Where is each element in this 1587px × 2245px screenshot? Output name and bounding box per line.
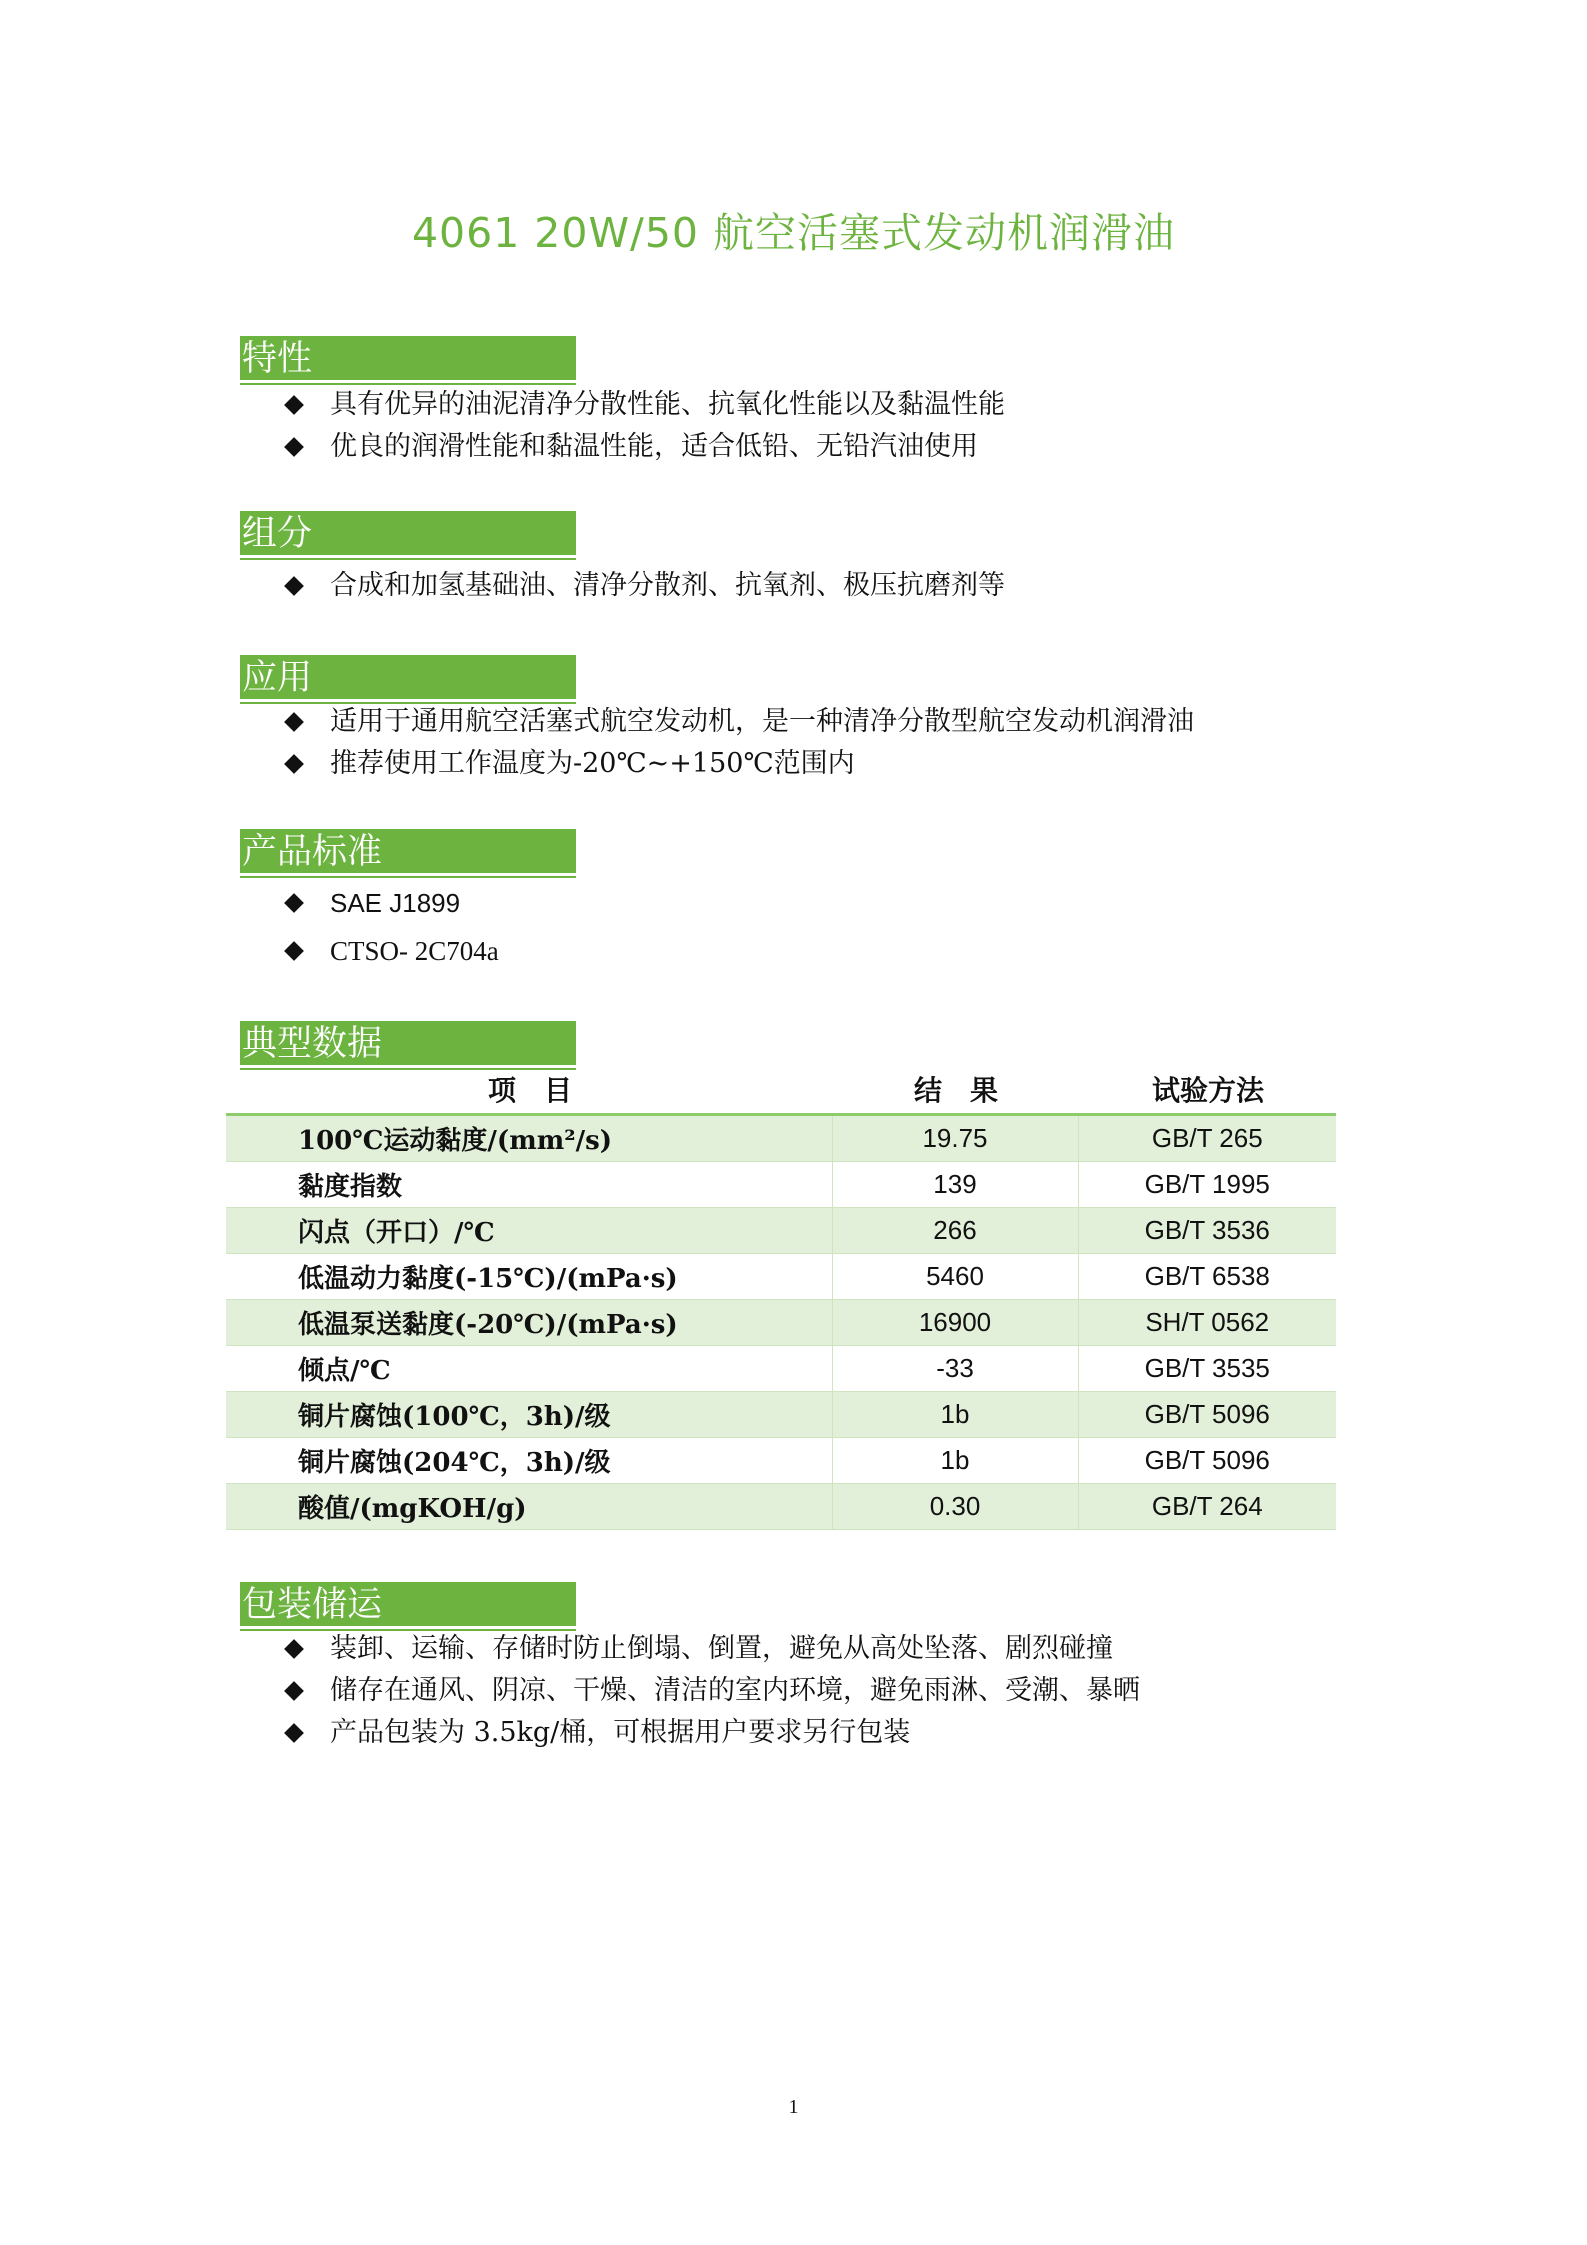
cell-item: 黏度指数 <box>226 1162 832 1208</box>
list-item: 适用于通用航空活塞式航空发动机，是一种清净分散型航空发动机润滑油 <box>284 701 1194 743</box>
cell-item: 铜片腐蚀(204℃，3h)/级 <box>226 1438 832 1484</box>
diamond-bullet-icon <box>284 754 304 774</box>
cell-value: 1b <box>832 1438 1078 1484</box>
section-heading-packaging <box>240 1582 576 1631</box>
list-item: 产品包装为 3.5kg/桶，可根据用户要求另行包装 <box>284 1712 1140 1754</box>
list-item: 推荐使用工作温度为-20℃~+150℃范围内 <box>284 743 1194 785</box>
diamond-bullet-icon <box>284 941 304 961</box>
table-row <box>226 1208 1336 1254</box>
table-row <box>226 1116 1336 1162</box>
features-list <box>284 384 1005 468</box>
cell-method: GB/T 1995 <box>1078 1162 1336 1208</box>
cell-method: GB/T 5096 <box>1078 1438 1336 1484</box>
cell-value: 16900 <box>832 1300 1078 1346</box>
cell-value: -33 <box>832 1346 1078 1392</box>
cell-value: 19.75 <box>832 1116 1078 1162</box>
diamond-bullet-icon <box>284 712 304 732</box>
table-row <box>226 1162 1336 1208</box>
cell-item: 倾点/℃ <box>226 1346 832 1392</box>
diamond-bullet-icon <box>284 395 304 415</box>
column-header-method: 试验方法 <box>1152 1074 1265 1107</box>
table-row <box>226 1438 1336 1484</box>
section-heading-standards <box>240 829 576 878</box>
section-heading-label: 组分 <box>240 511 576 555</box>
section-heading-label: 应用 <box>240 655 576 699</box>
list-item: 优良的润滑性能和黏温性能，适合低铅、无铅汽油使用 <box>284 426 1005 468</box>
section-heading-composition <box>240 511 576 560</box>
diamond-bullet-icon <box>284 1723 304 1743</box>
diamond-bullet-icon <box>284 1639 304 1659</box>
section-heading-features <box>240 336 576 385</box>
table-row <box>226 1346 1336 1392</box>
cell-method: GB/T 265 <box>1078 1116 1336 1162</box>
column-header-result: 结 果 <box>914 1074 999 1107</box>
page-number: 1 <box>788 2096 799 2118</box>
list-item: SAE J1899 <box>284 879 499 927</box>
section-heading-rule <box>240 876 576 878</box>
cell-item: 酸值/(mgKOH/g) <box>226 1484 832 1530</box>
cell-method: GB/T 264 <box>1078 1484 1336 1530</box>
list-item: 具有优异的油泥清净分散性能、抗氧化性能以及黏温性能 <box>284 384 1005 426</box>
typical-data-table <box>226 1116 1336 1530</box>
section-heading-label: 产品标准 <box>240 829 576 873</box>
cell-value: 1b <box>832 1392 1078 1438</box>
cell-item: 闪点（开口）/℃ <box>226 1208 832 1254</box>
cell-method: GB/T 3535 <box>1078 1346 1336 1392</box>
cell-item: 低温泵送黏度(-20℃)/(mPa·s) <box>226 1300 832 1346</box>
cell-item: 铜片腐蚀(100℃，3h)/级 <box>226 1392 832 1438</box>
cell-value: 266 <box>832 1208 1078 1254</box>
cell-value: 0.30 <box>832 1484 1078 1530</box>
table-header <box>226 1068 1336 1114</box>
cell-item: 100℃运动黏度/(mm²/s) <box>226 1116 832 1162</box>
table-row <box>226 1392 1336 1438</box>
section-heading-label: 典型数据 <box>240 1021 576 1065</box>
section-heading-label: 特性 <box>240 336 576 380</box>
cell-value: 139 <box>832 1162 1078 1208</box>
table-row <box>226 1254 1336 1300</box>
table-row <box>226 1484 1336 1530</box>
diamond-bullet-icon <box>284 1681 304 1701</box>
composition-list <box>284 565 1005 607</box>
cell-item: 低温动力黏度(-15℃)/(mPa·s) <box>226 1254 832 1300</box>
diamond-bullet-icon <box>284 893 304 913</box>
diamond-bullet-icon <box>284 437 304 457</box>
cell-method: GB/T 6538 <box>1078 1254 1336 1300</box>
standards-list <box>284 879 499 975</box>
section-heading-application <box>240 655 576 704</box>
list-item: CTSO- 2C704a <box>284 927 499 975</box>
list-item: 装卸、运输、存储时防止倒塌、倒置，避免从高处坠落、剧烈碰撞 <box>284 1628 1140 1670</box>
application-list <box>284 701 1194 785</box>
cell-method: GB/T 5096 <box>1078 1392 1336 1438</box>
section-heading-typical-data <box>240 1021 576 1070</box>
section-heading-label: 包装储运 <box>240 1582 576 1626</box>
list-item: 储存在通风、阴凉、干燥、清洁的室内环境，避免雨淋、受潮、暴晒 <box>284 1670 1140 1712</box>
cell-value: 5460 <box>832 1254 1078 1300</box>
table-row <box>226 1300 1336 1346</box>
document-title: 4061 20W/50 航空活塞式发动机润滑油 <box>411 209 1176 257</box>
section-heading-rule <box>240 558 576 560</box>
cell-method: GB/T 3536 <box>1078 1208 1336 1254</box>
column-header-item: 项 目 <box>488 1074 573 1107</box>
cell-method: SH/T 0562 <box>1078 1300 1336 1346</box>
diamond-bullet-icon <box>284 576 304 596</box>
list-item: 合成和加氢基础油、清净分散剂、抗氧剂、极压抗磨剂等 <box>284 565 1005 607</box>
packaging-list <box>284 1628 1140 1754</box>
